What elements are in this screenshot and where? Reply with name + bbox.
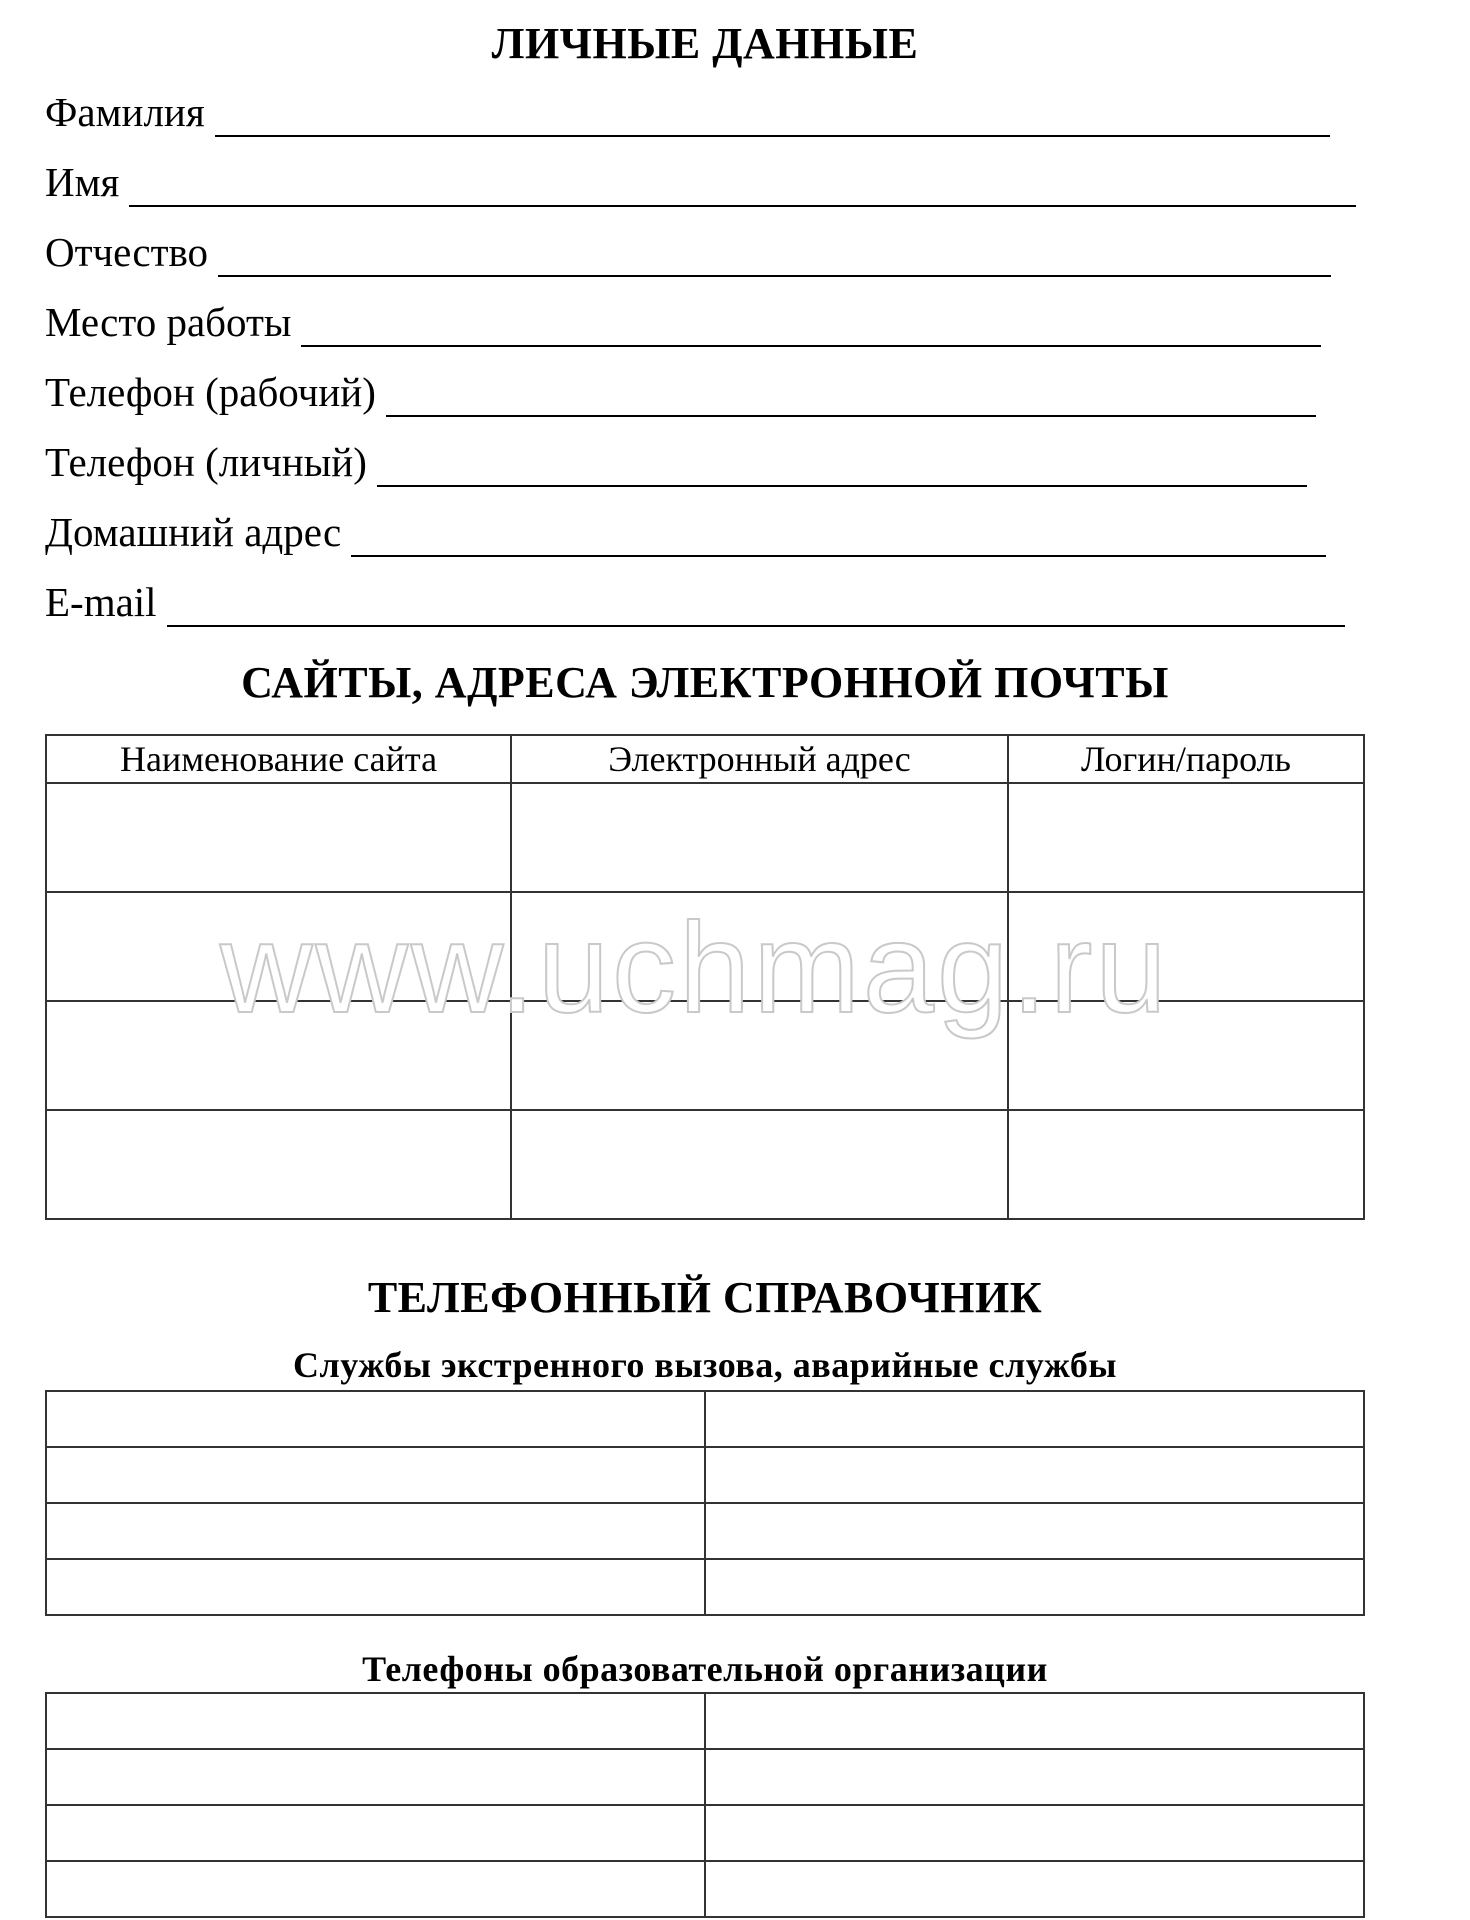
sites-title: САЙТЫ, АДРЕСА ЭЛЕКТРОННОЙ ПОЧТЫ — [241, 658, 1169, 707]
field-label: Имя — [45, 159, 120, 205]
column-header-email: Электронный адрес — [511, 735, 1008, 783]
table-cell[interactable] — [705, 1693, 1364, 1749]
table-cell[interactable] — [705, 1749, 1364, 1805]
school-phones-title: Телефоны образовательной организации — [362, 1649, 1048, 1689]
field-label: E-mail — [45, 579, 157, 625]
table-cell[interactable] — [46, 1749, 705, 1805]
personal-phone-input-line[interactable] — [377, 485, 1307, 487]
personal-data-title: ЛИЧНЫЕ ДАННЫЕ — [491, 19, 919, 68]
column-header-site: Наименование сайта — [46, 735, 511, 783]
table-cell[interactable] — [511, 1001, 1008, 1110]
table-row — [46, 1559, 1364, 1615]
table-cell[interactable] — [46, 1391, 705, 1447]
field-label: Телефон (личный) — [45, 439, 367, 485]
table-row — [46, 1749, 1364, 1805]
table-cell[interactable] — [46, 1559, 705, 1615]
table-cell[interactable] — [1008, 783, 1364, 892]
first-name-input-line[interactable] — [129, 205, 1356, 207]
table-row — [46, 1110, 1364, 1219]
field-first-name — [45, 159, 1356, 205]
table-row — [46, 892, 1364, 1001]
table-row — [46, 1447, 1364, 1503]
field-label: Место работы — [45, 299, 292, 345]
table-cell[interactable] — [46, 1503, 705, 1559]
field-label: Фамилия — [45, 89, 205, 135]
emergency-services-title: Службы экстренного вызова, аварийные службы — [293, 1345, 1117, 1385]
table-cell[interactable] — [511, 783, 1008, 892]
school-phones-table — [45, 1692, 1365, 1918]
table-cell[interactable] — [46, 1447, 705, 1503]
emergency-services-table — [45, 1390, 1365, 1616]
table-cell[interactable] — [46, 1861, 705, 1917]
field-surname — [45, 89, 1330, 135]
table-cell[interactable] — [46, 1693, 705, 1749]
table-cell[interactable] — [511, 892, 1008, 1001]
field-work-phone — [45, 369, 1316, 415]
home-address-input-line[interactable] — [351, 555, 1326, 557]
phonebook-title: ТЕЛЕФОННЫЙ СПРАВОЧНИК — [367, 1273, 1043, 1322]
column-header-login: Логин/пароль — [1008, 735, 1364, 783]
watermark: www.uchmag.ru — [220, 897, 1170, 1040]
table-row — [46, 1861, 1364, 1917]
table-cell[interactable] — [705, 1559, 1364, 1615]
table-row — [46, 1001, 1364, 1110]
field-home-address — [45, 509, 1326, 555]
field-patronymic — [45, 229, 1331, 275]
table-row — [46, 783, 1364, 892]
table-cell[interactable] — [705, 1861, 1364, 1917]
table-cell[interactable] — [46, 1805, 705, 1861]
field-label: Домашний адрес — [45, 509, 342, 555]
table-cell[interactable] — [46, 1110, 511, 1219]
workplace-input-line[interactable] — [301, 345, 1321, 347]
field-label: Телефон (рабочий) — [45, 369, 376, 415]
field-email — [45, 579, 1345, 625]
table-header-row — [46, 735, 1364, 783]
surname-input-line[interactable] — [215, 135, 1330, 137]
table-cell[interactable] — [1008, 892, 1364, 1001]
table-row — [46, 1693, 1364, 1749]
field-workplace — [45, 299, 1321, 345]
table-cell[interactable] — [46, 1001, 511, 1110]
table-row — [46, 1391, 1364, 1447]
table-cell[interactable] — [511, 1110, 1008, 1219]
table-cell[interactable] — [705, 1447, 1364, 1503]
email-input-line[interactable] — [167, 625, 1345, 627]
table-row — [46, 1805, 1364, 1861]
table-cell[interactable] — [705, 1805, 1364, 1861]
patronymic-input-line[interactable] — [218, 275, 1331, 277]
sites-table — [45, 734, 1365, 1220]
table-cell[interactable] — [1008, 1110, 1364, 1219]
work-phone-input-line[interactable] — [386, 415, 1316, 417]
field-personal-phone — [45, 439, 1307, 485]
table-row — [46, 1503, 1364, 1559]
table-cell[interactable] — [1008, 1001, 1364, 1110]
table-cell[interactable] — [46, 892, 511, 1001]
table-cell[interactable] — [705, 1503, 1364, 1559]
table-cell[interactable] — [705, 1391, 1364, 1447]
table-cell[interactable] — [46, 783, 511, 892]
field-label: Отчество — [45, 229, 209, 275]
